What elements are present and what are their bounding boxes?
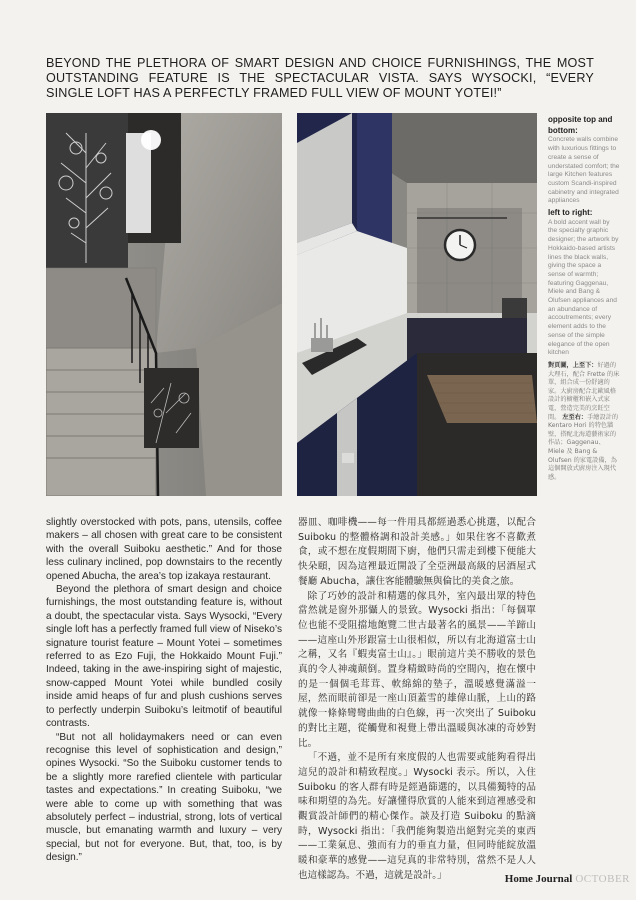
magazine-name: Home Journal: [504, 873, 573, 885]
page-footer: [505, 873, 630, 885]
caption-cjk-text-1: 好過的大理石，配合 Frette 的床單，組合成一份舒適的家。大廚房配合北歐風格設計的櫥櫃和嵌入式家電，營造完美的烹飪空間。: [548, 361, 620, 421]
stairwell-photo: [46, 113, 282, 496]
issue-month: OCTOBER: [575, 873, 630, 885]
caption-cjk-text-2: 手繪設計的 Kentaro Hori 的特色牆壁，搭配北海道藝術家的作品；Gaggenau、Miele 及 Bang & Olufsen 的家電設備，為這個開放式廚房注入現代感。: [548, 413, 619, 481]
body-en-paragraph-1: slightly overstocked with pots, pans, utensils, coffee makers – all chosen with great care to be consistent with the overall Suiboku aesthetic.” And for those less culinary inclined, pop downstairs to the recently opened Abucha, the area’s top izakaya restaurant.: [46, 517, 282, 582]
body-english: [46, 516, 282, 865]
body-en-paragraph-2: Beyond the plethora of smart design and choice furnishings, the most outstanding feature is, without a doubt, the spectacular vista. Says Wysocki, “Every single loft has a perfectly framed full view of Niseko’s signature tourist feature – Mount Yotei – sometimes referred to as Ezo Fuji, the Hokkaido Mount Fuji.” Indeed, taking in the awe-inspiring sight of majestic, snow-capped Mount Yotei while bundled cosily inside amid heaps of fur and plush cushions serves to perfectly underpin Suiboku’s leitmotif of beautiful contrasts.: [46, 584, 283, 730]
caption-heading-left-to-right: left to right:: [548, 208, 593, 218]
body-en-paragraph-3: “But not all holidaymakers need or can even recognise this level of sophistication and design,” opines Wysocki. “So the Suiboku customer tends to be a slightly more rarefied clientele with particular tastes and expectations.” In creating Suiboku, “we were able to come up with something that was absolutely perfect – industrial, strong, lots of vertical muscle, but emanating warmth and luxury – very special, but not for everyone. But, that, too, is by design.”: [46, 731, 282, 864]
pull-quote: BEYOND THE PLETHORA OF SMART DESIGN AND CHOICE FURNISHINGS, THE MOST OUTSTANDING FEATURE IS THE SPECTACULAR VISTA. SAYS WYSOCKI, “EVERY SINGLE LOFT HAS A PERFECTLY FRAMED FULL VIEW OF MOUNT YOTEI!”: [46, 56, 594, 100]
caption-text-left-to-right: A bold accent wall by the specialty graphic designer; the artwork by Hokkaido-based artists lines the black walls, giving the space a sense of warmth; featuring Gaggenau, Miele and Bang & Olufsen appliances and an abundance of accoutrements; every element adds to the sense of the simple elegance of the open kitchen: [548, 218, 619, 357]
body-cjk-paragraph-1: 器皿、咖啡機——每一件用具都經過悉心挑選，以配合 Suiboku 的整體格調和設計美感。」如果住客不喜歡煮食，或不想在度假期間下廚，他們只需走到樓下便能大快朵頤，因為這裡最近開設了全亞洲最高級的居酒屋式餐廳 Abucha，讓住客能體驗無與倫比的美食之旅。: [298, 517, 536, 587]
caption-cjk-heading-1: 對頁圖，上至下：: [548, 361, 598, 369]
caption-cjk-heading-2: 左至右：: [562, 413, 588, 421]
kitchen-photo: [297, 113, 537, 496]
caption-text-opposite: Concrete walls combine with luxurious fittings to create a sense of understated comfort; the large Kitchen features custom Scandi-inspired cabinetry and integrated appliances: [548, 136, 620, 205]
body-cjk-paragraph-2: 除了巧妙的設計和精選的傢具外，室內最出眾的特色當然就是窗外那懾人的景致。Wysocki 指出：「每個單位也能不受阻擋地飽覽二世古最著名的風景——羊蹄山——這座山外形跟富士山很相似，所以有北海道富士山之稱，又名『蝦夷富士山』。」眼前這片美不勝收的景色真的令人神魂顛倒。置身精緻時尚的空間內，抱在懷中的是一個個毛茸茸、軟綿綿的墊子，溫暖感覺滿溢一屋，然而眼前卻是一座山頂蓋雪的雄偉山脈，上山的路就像一條條彎彎曲曲的白色線，再一次突出了 Suiboku 的對比主題，從觸覺和視覺上帶出溫暖與冰凍的奇妙對比。: [298, 590, 536, 749]
body-chinese: [298, 516, 536, 884]
caption-column: [548, 115, 620, 482]
body-cjk-paragraph-3: 「不過，並不是所有來度假的人也需要或能夠看得出這兒的設計和精致程度。」Wysocki 表示。所以，入住 Suiboku 的客人群有時是經過篩選的，以具備獨特的品味和期望的為先。好讓懂得欣賞的人能來到這裡感受和觀賞設計師們的精心傑作。談及打造 Suiboku 的點滴時，Wysocki 指出：「我們能夠製造出絕對完美的東西——工業氣息、強而有力的垂直力量，但同時能綻放溫暖和豪華的感覺——這兒真的非常特別，當然不是人人也這樣認為。不過，這就是設計。」: [298, 752, 536, 881]
caption-heading-opposite: opposite top and bottom:: [548, 115, 613, 135]
